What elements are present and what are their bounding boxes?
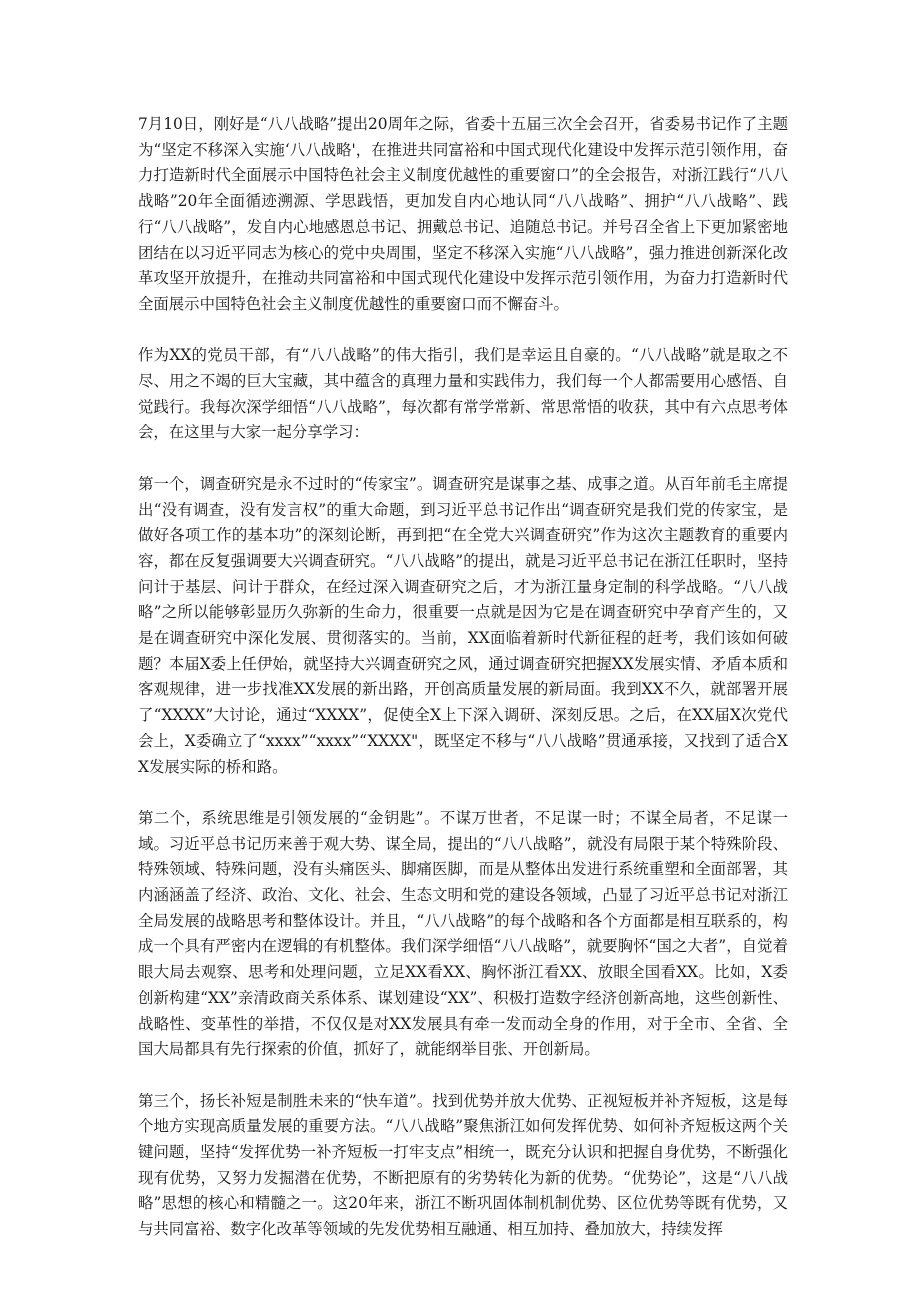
document-page [138,112,788,1269]
paragraph-point-one: 第一个，调查研究是永不过时的“传家宝”。调查研究是谋事之基、成事之道。从百年前毛主席提出“没有调查，没有发言权”的重大命题，到习近平总书记作出“调查研究是我们党的传家宝，是做好各项工作的基本功”的深刻论断，再到把“在全党大兴调查研究”作为这次主题教育的重要内容，都在反复强调要大兴调查研究。“八八战略”的提出，就是习近平总书记在浙江任职时，坚持问计于基层、问计于群众，在经过深入调查研究之后，才为浙江量身定制的科学战略。“八八战略”之所以能够彰显历久弥新的生命力，很重要一点就是因为它是在调查研究中孕育产生的，又是在调查研究中深化发展、贯彻落实的。当前，XX面临着新时代新征程的赶考，我们该如何破题？本届X委上任伊始，就坚持大兴调查研究之风，通过调查研究把握XX发展实情、矛盾本质和客观规律，进一步找准XX发展的新出路，开创高质量发展的新局面。我到XX不久，就部署开展了“XXXX”大讨论，通过“XXXX”，促使全X上下深入调研、深刻反思。之后，在XX届X次党代会上，X委确立了“xxxx”“xxxx”“XXXX"，既坚定不移与“八八战略”贯通承接，又找到了适合XX发展实际的桥和路。 [138,474,788,776]
paragraph-reflection: 作为XX的党员干部，有“八八战略”的伟大指引，我们是幸运且自豪的。“八八战略”就是取之不尽、用之不竭的巨大宝藏，其中蕴含的真理力量和实践伟力，我们每一个人都需要用心感悟、自觉践行。我每次深学细悟“八八战略”，每次都有常学常新、常思常悟的收获，其中有六点思考体会，在这里与大家一起分享学习： [138,346,788,442]
paragraph-point-three: 第三个，扬长补短是制胜未来的“快车道”。找到优势并放大优势、正视短板并补齐短板，这是每个地方实现高质量发展的重要方法。“八八战略”聚焦浙江如何发挥优势、如何补齐短板这两个关键问题，坚持“发挥优势一补齐短板一打牢支点”相统一，既充分认识和把握自身优势，不断强化现有优势，又努力发掘潜在优势，不断把原有的劣势转化为新的优势。“优势论”，这是“八八战略”思想的核心和精髓之一。这20年来，浙江不断巩固体制机制优势、区位优势等既有优势，又与共同富裕、数字化改革等领域的先发优势相互融通、相互加持、叠加放大，持续发挥 [138,1091,788,1239]
paragraph-intro: 7月10日，刚好是“八八战略”提出20周年之际，省委十五届三次全会召开，省委易书记作了主题为“坚定不移深入实施‘八八战略'，在推进共同富裕和中国式现代化建设中发挥示范引领作用，奋力打造新时代全面展示中国特色社会主义制度优越性的重要窗口”的全会报告，对浙江践行“八八战略”20年全面循迹溯源、学思践悟，更加发自内心地认同“八八战略”、拥护“八八战略”、践行“八八战略”，发自内心地感恩总书记、拥戴总书记、追随总书记。并号召全省上下更加紧密地团结在以习近平同志为核心的党中央周围，坚定不移深入实施“八八战略”，强力推进创新深化改革攻坚开放提升，在推动共同富裕和中国式现代化建设中发挥示范引领作用，为奋力打造新时代全面展示中国特色社会主义制度优越性的重要窗口而不懈奋斗。 [138,115,788,313]
paragraph-point-two: 第二个，系统思维是引领发展的“金钥匙”。不谋万世者，不足谋一时；不谋全局者，不足谋一域。习近平总书记历来善于观大势、谋全局，提出的“八八战略”，就没有局限于某个特殊阶段、特殊领域、特殊问题，没有头痛医头、脚痛医脚，而是从整体出发进行系统重塑和全面部署，其内涵涵盖了经济、政治、文化、社会、生态文明和党的建设各领域，凸显了习近平总书记对浙江全局发展的战略思考和整体设计。并且，“八八战略”的每个战略和各个方面都是相互联系的，构成一个具有严密内在逻辑的有机整体。我们深学细悟“八八战略”，就要胸怀“国之大者”，自觉着眼大局去观察、思考和处理问题，立足XX看XX、胸怀浙江看XX、放眼全国看XX。比如，X委创新构建“XX”亲清政商关系体系、谋划建设“XX”、积极打造数字经济创新高地，这些创新性、战略性、变革性的举措，不仅仅是对XX发展具有牵一发而动全身的作用，对于全市、全省、全国大局都具有先行探索的价值，抓好了，就能纲举目张、开创新局。 [138,808,788,1059]
